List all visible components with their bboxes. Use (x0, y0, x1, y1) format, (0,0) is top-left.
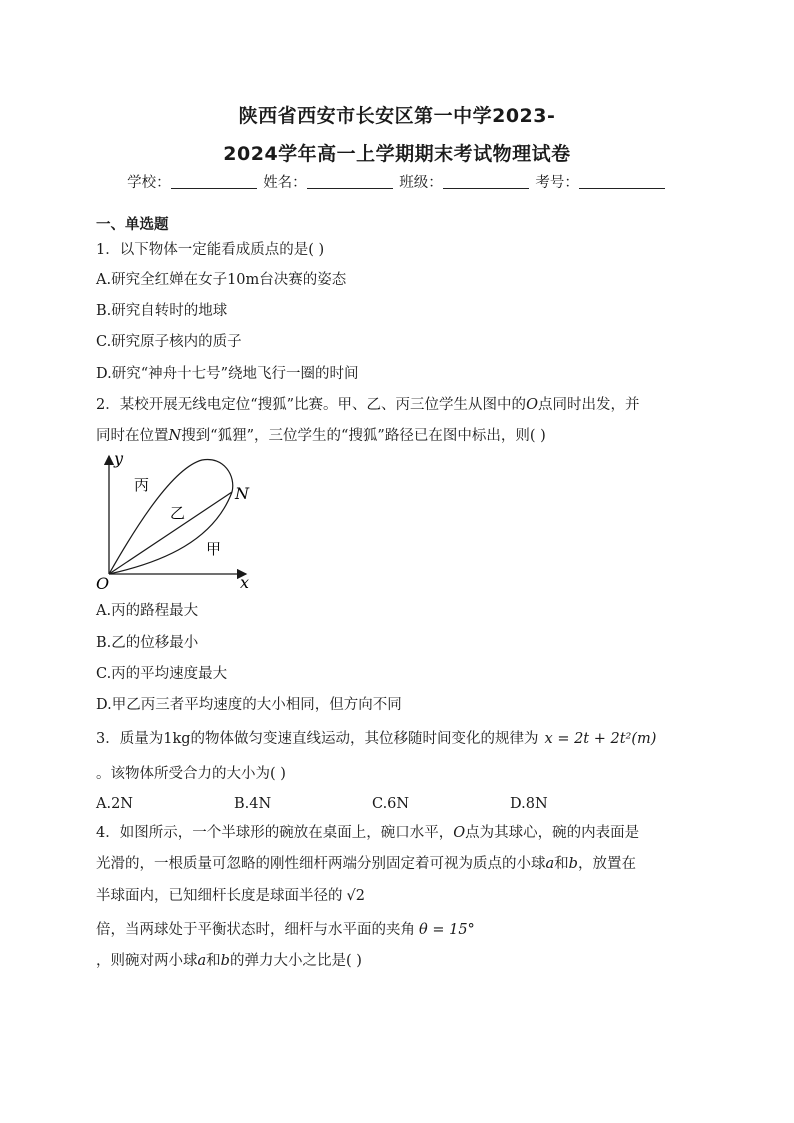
label-n: N (235, 484, 249, 503)
q1-option-c[interactable]: C.研究原子核内的质子 (96, 334, 242, 350)
q2-stem-line-2: 同时在位置N搜到“狐狸”，三位学生的“搜狐”路径已在图中标出，则( ) (96, 428, 546, 444)
section-heading: 一、单选题 (96, 217, 169, 233)
q2-option-a[interactable]: A.丙的路程最大 (96, 603, 199, 619)
student-info-row (0, 171, 794, 192)
label-x: x (240, 573, 250, 592)
q2-option-d[interactable]: D.甲乙丙三者平均速度的大小相同，但方向不同 (96, 697, 402, 713)
q4-sqrt: √2 (346, 888, 365, 904)
q3-option-a[interactable]: A.2N (96, 796, 133, 812)
q1-option-d[interactable]: D.研究“神舟十七号”绕地飞行一圈的时间 (96, 366, 359, 382)
q3-formula: x = 2t + 2t²(m) (544, 731, 657, 747)
q4-stem-line-1: 4．如图所示，一个半球形的碗放在桌面上，碗口水平，O点为其球心，碗的内表面是 (96, 825, 640, 841)
q1-stem: 1．以下物体一定能看成质点的是( ) (96, 242, 325, 258)
q2-path-figure (94, 450, 264, 592)
school-label: 学校： (127, 175, 171, 191)
q4-stem-line-3: 半球面内，已知细杆长度是球面半径的 √2 (96, 888, 365, 904)
q4-stem-line-4: 倍，当两球处于平衡状态时，细杆与水平面的夹角 θ = 15° (96, 922, 475, 938)
q3-option-b[interactable]: B.4N (234, 796, 272, 812)
q3-stem-line-2: 。该物体所受合力的大小为( ) (96, 766, 286, 782)
q4-stem-line-2: 光滑的，一根质量可忽略的刚性细杆两端分别固定着可视为质点的小球a和b，放置在 (96, 856, 636, 872)
q2-option-b[interactable]: B.乙的位移最小 (96, 635, 199, 651)
label-yi: 乙 (170, 504, 186, 522)
q4-theta: θ = 15° (419, 922, 475, 938)
q3-stem-line-1: 3．质量为1kg的物体做匀变速直线运动，其位移随时间变化的规律为 x = 2t + 2t²(m) (96, 731, 657, 747)
q1-option-b[interactable]: B.研究自转时的地球 (96, 303, 228, 319)
label-jia: 甲 (206, 540, 222, 558)
q2-option-c[interactable]: C.丙的平均速度最大 (96, 666, 228, 682)
label-o: O (96, 574, 110, 592)
number-blank[interactable] (579, 174, 665, 189)
class-label: 班级： (399, 175, 443, 191)
title-line-1: 陕西省西安市长安区第一中学2023- (238, 105, 556, 127)
school-blank[interactable] (171, 174, 257, 189)
q2-stem-line-1: 2．某校开展无线电定位“搜狐”比赛。甲、乙、丙三位学生从图中的O点同时出发，并 (96, 397, 640, 413)
title-line-2: 2024学年高一上学期期末考试物理试卷 (223, 143, 571, 165)
q3-option-c[interactable]: C.6N (372, 796, 410, 812)
name-label: 姓名： (263, 175, 307, 191)
q3-option-d[interactable]: D.8N (510, 796, 548, 812)
label-y: y (114, 450, 124, 468)
name-blank[interactable] (307, 174, 393, 189)
class-blank[interactable] (443, 174, 529, 189)
number-label: 考号： (535, 175, 579, 191)
label-bing: 丙 (134, 476, 150, 494)
q1-option-a[interactable]: A.研究全红婵在女子10m台决赛的姿态 (96, 272, 347, 288)
q4-stem-line-5: ，则碗对两小球a和b的弹力大小之比是( ) (96, 953, 362, 969)
